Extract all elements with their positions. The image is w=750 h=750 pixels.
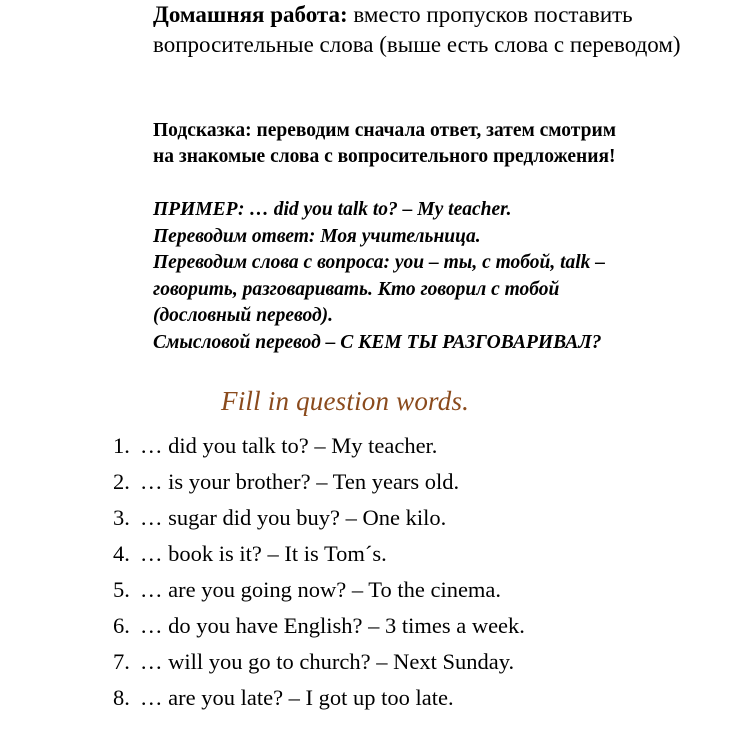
example-line: ПРИМЕР: … did you talk to? – My teacher.	[153, 199, 512, 220]
example-block	[153, 197, 733, 356]
item-number: 4.	[113, 541, 130, 566]
exercise-item	[113, 572, 713, 608]
item-text: … did you talk to? – My teacher.	[140, 433, 438, 458]
item-number: 6.	[113, 613, 130, 638]
item-text: … are you going now? – To the cinema.	[140, 577, 502, 602]
item-number: 1.	[113, 433, 130, 458]
hint-block	[153, 118, 733, 170]
example-line: Переводим слова с вопроса: you – ты, с тобой, talk –	[153, 252, 606, 273]
exercise-list	[113, 428, 713, 716]
exercise-item	[113, 680, 713, 716]
example-line: Переводим ответ: Моя учительница.	[153, 225, 481, 247]
item-number: 8.	[113, 685, 130, 710]
item-text: … sugar did you buy? – One kilo.	[140, 505, 447, 530]
exercise-item	[113, 608, 713, 644]
item-text: … do you have English? – 3 times a week.	[140, 613, 525, 638]
homework-text: вместо пропусков поставить вопросительные слова (выше есть слова с переводом)	[153, 2, 681, 57]
exercise-item	[113, 644, 713, 680]
exercise-item	[113, 428, 713, 464]
hint-line: Подсказка: переводим сначала ответ, затем смотрим	[153, 120, 616, 141]
example-line: (дословный перевод).	[153, 305, 334, 326]
exercise-item	[113, 464, 713, 500]
hint-line: на знакомые слова с вопросительного предложения!	[153, 146, 616, 167]
example-line: говорить, разговаривать. Кто говорил с тобой	[153, 278, 560, 300]
item-number: 2.	[113, 469, 130, 494]
item-number: 7.	[113, 649, 130, 674]
homework-label: Домашняя работа:	[153, 2, 348, 27]
item-text: … is your brother? – Ten years old.	[140, 469, 460, 494]
item-text: … are you late? – I got up too late.	[140, 685, 454, 710]
exercise-item	[113, 536, 713, 572]
exercise-title: Fill in question words.	[221, 386, 470, 416]
homework-instruction	[153, 0, 713, 60]
exercise-item	[113, 500, 713, 536]
example-line: Смысловой перевод – С КЕМ ТЫ РАЗГОВАРИВАЛ?	[153, 331, 602, 353]
item-text: … will you go to church? – Next Sunday.	[140, 649, 515, 674]
item-text: … book is it? – It is Tom´s.	[140, 541, 387, 566]
item-number: 3.	[113, 505, 130, 530]
item-number: 5.	[113, 577, 130, 602]
